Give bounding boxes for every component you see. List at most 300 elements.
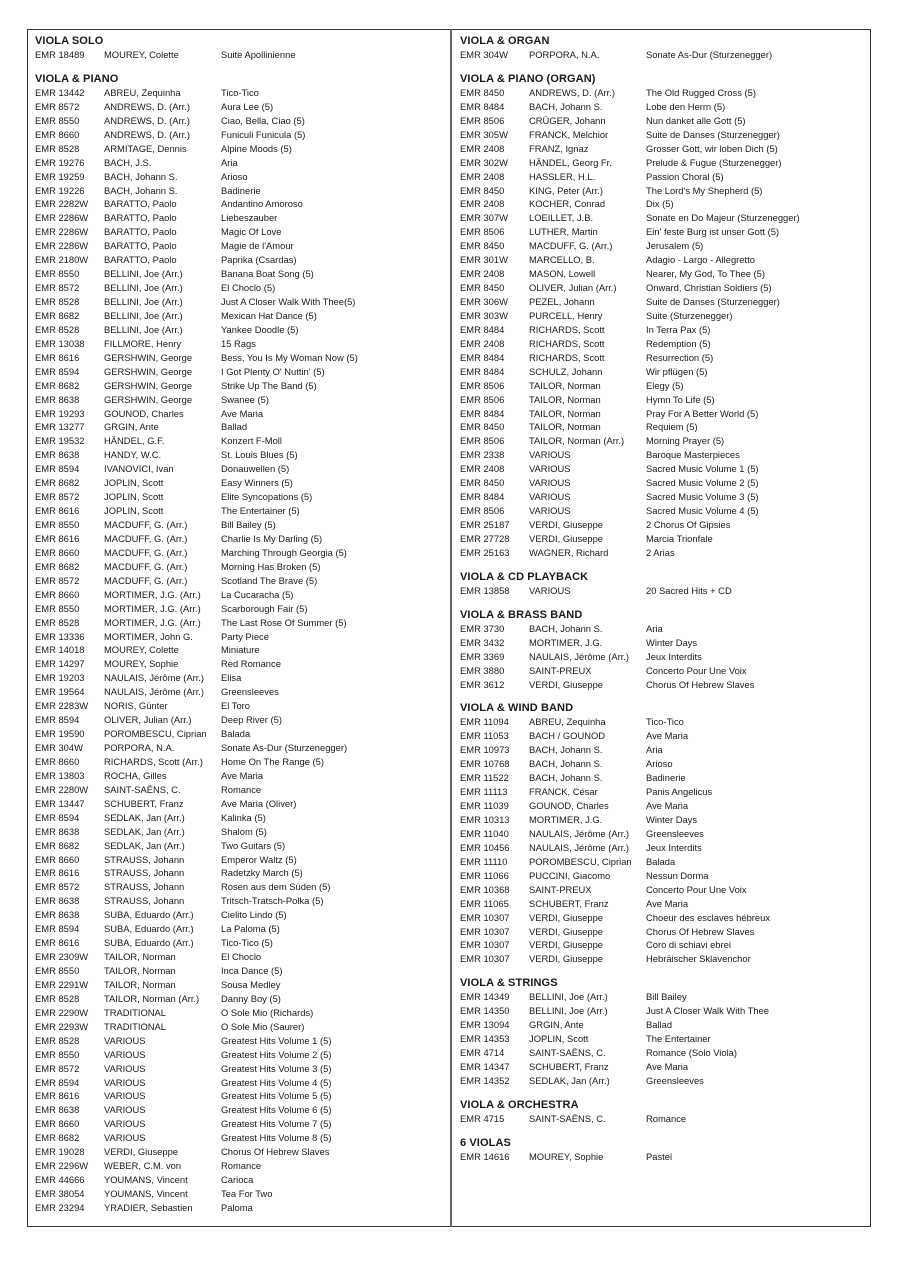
catalog-entry <box>35 866 445 880</box>
catalog-entry <box>35 769 445 783</box>
composer: BELLINI, Joe (Arr.) <box>104 268 183 280</box>
catalog-number: EMR 8450 <box>460 282 505 294</box>
composer: GRGIN, Ante <box>104 421 159 433</box>
piece-title: Shalom (5) <box>221 825 267 837</box>
composer: STRAUSS, Johann <box>104 853 185 865</box>
catalog-entry <box>460 883 865 897</box>
composer: GOUNOD, Charles <box>529 800 609 812</box>
catalog-number: EMR 11113 <box>460 786 508 798</box>
piece-title: The Entertainer <box>646 1033 711 1045</box>
composer: TRADITIONAL <box>104 1006 166 1018</box>
catalog-number: EMR 8682 <box>35 560 80 572</box>
catalog-number: EMR 8506 <box>460 226 505 238</box>
catalog-number: EMR 18489 <box>35 49 85 60</box>
section-heading: VIOLA & CD PLAYBACK <box>460 570 589 583</box>
catalog-entry <box>460 664 865 678</box>
catalog-entry <box>460 142 865 156</box>
piece-title: Balada <box>221 728 251 740</box>
composer: BARATTO, Paolo <box>104 198 177 210</box>
piece-title: Swanee (5) <box>221 393 269 405</box>
piece-title: Ave Maria <box>646 897 689 909</box>
piece-title: Greensleeves <box>221 686 279 698</box>
piece-title: Ciao, Bella, Ciao (5) <box>221 114 305 126</box>
catalog-entry <box>460 184 865 198</box>
catalog-entry <box>35 574 445 588</box>
composer: VERDI, Giuseppe <box>529 939 603 951</box>
composer: SEDLAK, Jan (Arr.) <box>104 825 185 837</box>
composer: MOUREY, Sophie <box>104 658 179 670</box>
catalog-number: EMR 14353 <box>460 1033 510 1045</box>
catalog-number: EMR 8616 <box>35 351 80 363</box>
piece-title: Miniature <box>221 644 260 656</box>
catalog-entry <box>35 825 445 839</box>
catalog-entry <box>35 783 445 797</box>
composer: GOUNOD, Charles <box>104 407 184 419</box>
composer: HANDY, W.C. <box>104 449 162 461</box>
piece-title: Onward, Christian Soldiers (5) <box>646 282 772 294</box>
catalog-number: EMR 19028 <box>35 1146 85 1158</box>
catalog-entry <box>35 630 445 644</box>
catalog-entry <box>460 650 865 664</box>
composer: FRANCK, César <box>529 786 598 798</box>
catalog-number: EMR 2180W <box>35 254 89 266</box>
composer: MACDUFF, G. (Arr.) <box>104 574 188 586</box>
catalog-number: EMR 8638 <box>35 825 80 837</box>
catalog-entry <box>35 797 445 811</box>
catalog-number: EMR 11066 <box>460 869 509 881</box>
composer: MACDUFF, G. (Arr.) <box>104 560 188 572</box>
piece-title: Magie de l'Amour <box>221 240 294 252</box>
catalog-entry <box>460 114 865 128</box>
composer: VARIOUS <box>104 1034 146 1046</box>
composer: STRAUSS, Johann <box>104 895 185 907</box>
piece-title: O Sole Mio (Saurer) <box>221 1020 305 1032</box>
catalog-entry <box>35 727 445 741</box>
catalog-entry <box>460 757 865 771</box>
catalog-entry <box>35 1187 445 1201</box>
piece-title: Easy Winners (5) <box>221 477 293 489</box>
piece-title: Tico-Tico <box>646 716 684 728</box>
catalog-number: EMR 8484 <box>460 323 505 335</box>
catalog-number: EMR 8682 <box>35 839 80 851</box>
catalog-entry <box>35 504 445 518</box>
composer: BACH, Johann S. <box>529 744 603 756</box>
composer: SAINT-PREUX <box>529 664 592 676</box>
composer: VARIOUS <box>529 491 571 503</box>
composer: VARIOUS <box>104 1062 146 1074</box>
composer: BACH, Johann S. <box>104 170 178 182</box>
section-heading: 6 VIOLAS <box>460 1136 511 1149</box>
composer: MORTIMER, J.G. (Arr.) <box>104 602 201 614</box>
piece-title: El Choclo (5) <box>221 282 276 294</box>
catalog-number: EMR 10307 <box>460 925 510 937</box>
piece-title: Scarborough Fair (5) <box>221 602 308 614</box>
catalog-number: EMR 8682 <box>35 379 80 391</box>
piece-title: Ein' feste Burg ist unser Gott (5) <box>646 226 780 238</box>
piece-title: Adagio - Largo - Allegretto <box>646 254 755 266</box>
catalog-entry <box>460 1060 865 1074</box>
composer: STRAUSS, Johann <box>104 867 185 879</box>
catalog-entry <box>35 434 445 448</box>
composer: BARATTO, Paolo <box>104 240 177 252</box>
piece-title: Tritsch-Tratsch-Polka (5) <box>221 895 324 907</box>
composer: CRÜGER, Johann <box>529 114 606 126</box>
composer: JOPLIN, Scott <box>104 505 164 517</box>
composer: FILLMORE, Henry <box>104 337 182 349</box>
composer: SAINT-PREUX <box>529 883 592 895</box>
catalog-entry <box>35 880 445 894</box>
composer: FRANZ, Ignaz <box>529 142 589 154</box>
catalog-entry <box>35 1076 445 1090</box>
catalog-number: EMR 8550 <box>35 519 80 530</box>
catalog-number: EMR 8550 <box>35 268 80 280</box>
catalog-entry <box>460 584 865 598</box>
catalog-entry <box>460 267 865 281</box>
catalog-entry <box>35 602 445 616</box>
catalog-number: EMR 8450 <box>460 477 505 489</box>
catalog-number: EMR 8450 <box>460 86 505 98</box>
catalog-number: EMR 8528 <box>35 992 80 1004</box>
piece-title: Greatest Hits Volume 3 (5) <box>221 1062 332 1074</box>
catalog-number: EMR 19532 <box>35 435 85 447</box>
piece-title: Cielito Lindo (5) <box>221 909 287 921</box>
catalog-entry <box>460 855 865 869</box>
composer: TAILOR, Norman <box>104 951 176 963</box>
catalog-entry <box>460 911 865 925</box>
piece-title: Greatest Hits Volume 1 (5) <box>221 1034 332 1046</box>
piece-title: Hebräischer Sklavenchor <box>646 953 751 965</box>
catalog-number: EMR 38054 <box>35 1188 85 1199</box>
catalog-entry <box>460 295 865 309</box>
catalog-entry <box>460 48 865 62</box>
composer: MORTIMER, J.G. <box>529 814 603 825</box>
catalog-entry <box>460 925 865 939</box>
catalog-number: EMR 8594 <box>35 923 80 935</box>
piece-title: El Choclo <box>221 951 262 963</box>
composer: SAINT-SAËNS, C. <box>529 1112 606 1124</box>
composer: WEBER, C.M. von <box>104 1160 182 1172</box>
catalog-number: EMR 19276 <box>35 156 85 168</box>
catalog-entry <box>460 990 865 1004</box>
catalog-number: EMR 11053 <box>460 730 509 742</box>
piece-title: Jeux Interdits <box>646 650 702 662</box>
catalog-entry <box>460 211 865 225</box>
catalog-entry <box>35 616 445 630</box>
piece-title: Suite Apollinienne <box>221 49 296 60</box>
composer: MORTIMER, J.G. (Arr.) <box>104 588 201 600</box>
composer: VARIOUS <box>529 584 571 596</box>
catalog-entry <box>460 225 865 239</box>
composer: ANDREWS, D. (Arr.) <box>104 100 190 112</box>
piece-title: Pray For A Better World (5) <box>646 407 759 419</box>
catalog-number: EMR 8450 <box>460 421 505 433</box>
piece-title: Resurrection (5) <box>646 351 714 363</box>
catalog-number: EMR 306W <box>460 296 508 307</box>
composer: BELLINI, Joe (Arr.) <box>104 296 183 307</box>
catalog-entry <box>35 894 445 908</box>
catalog-number: EMR 10307 <box>460 953 510 965</box>
catalog-entry <box>35 86 445 100</box>
catalog-entry <box>460 393 865 407</box>
composer: ABREU, Zequinha <box>529 716 606 728</box>
composer: LOEILLET, J.B. <box>529 212 594 224</box>
catalog-entry <box>460 337 865 351</box>
piece-title: Concerto Pour Une Voix <box>646 664 747 676</box>
catalog-number: EMR 3730 <box>460 622 505 634</box>
composer: NAULAIS, Jérôme (Arr.) <box>104 686 205 698</box>
catalog-number: EMR 2338 <box>460 449 505 461</box>
catalog-number: EMR 14352 <box>460 1074 510 1086</box>
piece-title: Home On The Range (5) <box>221 755 325 767</box>
composer: GERSHWIN, George <box>104 393 193 405</box>
catalog-number: EMR 11065 <box>460 897 509 909</box>
piece-title: Baroque Masterpieces <box>646 449 740 461</box>
piece-title: Just A Closer Walk With Thee(5) <box>221 296 356 307</box>
composer: TAILOR, Norman (Arr.) <box>104 992 200 1004</box>
section-viola-and-piano <box>35 72 445 1215</box>
catalog-entry <box>460 518 865 532</box>
catalog-entry <box>460 351 865 365</box>
piece-title: Marcia Trionfale <box>646 532 713 544</box>
composer: ANDREWS, D. (Arr.) <box>104 128 190 140</box>
piece-title: Sacred Music Volume 2 (5) <box>646 477 759 489</box>
catalog-entry <box>460 476 865 490</box>
composer: HÄNDEL, G.F. <box>104 435 165 447</box>
piece-title: La Paloma (5) <box>221 923 280 935</box>
composer: BACH, Johann S. <box>529 100 603 112</box>
composer: VARIOUS <box>529 463 571 475</box>
piece-title: Greensleeves <box>646 827 704 839</box>
catalog-number: EMR 2408 <box>460 337 505 349</box>
catalog-entry <box>460 938 865 952</box>
catalog-number: EMR 11040 <box>460 827 509 839</box>
composer: IVANOVICI, Ivan <box>104 463 174 475</box>
composer: MOUREY, Colette <box>104 644 179 656</box>
piece-title: Nun danket alle Gott (5) <box>646 114 746 126</box>
piece-title: Elisa <box>221 672 242 684</box>
piece-title: The Old Rugged Cross (5) <box>646 86 756 98</box>
catalog-number: EMR 2408 <box>460 198 505 210</box>
composer: NAULAIS, Jérôme (Arr.) <box>529 827 630 839</box>
catalog-entry <box>35 839 445 853</box>
catalog-entry <box>35 588 445 602</box>
composer: TAILOR, Norman <box>529 379 601 391</box>
piece-title: Ave Maria <box>221 769 264 781</box>
piece-title: Konzert F-Moll <box>221 435 282 447</box>
catalog-number: EMR 14297 <box>35 658 85 670</box>
catalog-entry <box>35 1089 445 1103</box>
catalog-entry <box>35 281 445 295</box>
piece-title: Marching Through Georgia (5) <box>221 546 347 558</box>
piece-title: Suite (Sturzenegger) <box>646 309 733 321</box>
composer: VERDI, Giuseppe <box>529 532 603 544</box>
section-gap <box>460 1088 865 1098</box>
piece-title: Deep River (5) <box>221 714 282 726</box>
catalog-entry <box>35 755 445 769</box>
catalog-entry <box>460 636 865 650</box>
piece-title: Rosen aus dem Süden (5) <box>221 881 331 893</box>
catalog-number: EMR 304W <box>460 49 508 60</box>
piece-title: Ballad <box>646 1019 673 1031</box>
catalog-entry <box>460 407 865 421</box>
piece-title: Greatest Hits Volume 6 (5) <box>221 1104 332 1116</box>
piece-title: Andantino Amoroso <box>221 198 303 210</box>
piece-title: El Toro <box>221 700 251 712</box>
piece-title: Ave Maria <box>221 407 264 419</box>
catalog-number: EMR 8572 <box>35 574 80 586</box>
catalog-number: EMR 8660 <box>35 755 80 767</box>
catalog-number: EMR 8550 <box>35 965 80 976</box>
piece-title: Suite de Danses (Sturzenegger) <box>646 296 780 307</box>
catalog-number: EMR 19590 <box>35 728 85 740</box>
catalog-entry <box>460 743 865 757</box>
piece-title: Liebeszauber <box>221 212 278 224</box>
composer: BACH, Johann S. <box>529 772 603 784</box>
piece-title: The Entertainer (5) <box>221 505 300 517</box>
catalog-number: EMR 11039 <box>460 800 509 812</box>
catalog-number: EMR 2286W <box>35 226 89 238</box>
catalog-entry <box>35 128 445 142</box>
catalog-entry <box>460 678 865 692</box>
catalog-entry <box>35 407 445 421</box>
composer: PEZEL, Johann <box>529 296 595 307</box>
catalog-entry <box>35 546 445 560</box>
catalog-number: EMR 2282W <box>35 198 89 210</box>
catalog-number: EMR 8450 <box>460 184 505 196</box>
composer: PORPORA, N.A. <box>104 742 175 753</box>
piece-title: O Sole Mio (Richards) <box>221 1006 314 1018</box>
catalog-entry <box>460 897 865 911</box>
section-gap <box>35 62 445 72</box>
catalog-entry <box>35 225 445 239</box>
catalog-number: EMR 19226 <box>35 184 85 196</box>
section-gap <box>460 62 865 72</box>
catalog-number: EMR 301W <box>460 254 508 266</box>
catalog-entry <box>460 281 865 295</box>
section-gap <box>460 1126 865 1136</box>
catalog-number: EMR 2408 <box>460 268 505 280</box>
catalog-entry <box>35 713 445 727</box>
piece-title: Badinerie <box>221 184 261 196</box>
piece-title: Prelude & Fugue (Sturzenegger) <box>646 156 782 168</box>
section-viola-and-orchestra <box>460 1098 865 1126</box>
piece-title: Strike Up The Band (5) <box>221 379 317 391</box>
catalog-entry <box>460 86 865 100</box>
piece-title: Winter Days <box>646 636 698 648</box>
catalog-number: EMR 8616 <box>35 532 80 544</box>
composer: SUBA, Eduardo (Arr.) <box>104 937 194 949</box>
composer: PUCCINI, Giacomo <box>529 869 611 881</box>
composer: GERSHWIN, George <box>104 351 193 363</box>
catalog-entry <box>460 1112 865 1126</box>
piece-title: 15 Rags <box>221 337 256 349</box>
catalog-entry <box>35 100 445 114</box>
catalog-entry <box>460 365 865 379</box>
catalog-entry <box>460 622 865 636</box>
piece-title: Aria <box>646 744 663 756</box>
section-heading: VIOLA & WIND BAND <box>460 702 574 715</box>
composer: VERDI, Giuseppe <box>529 925 603 937</box>
catalog-number: EMR 304W <box>35 742 83 753</box>
catalog-number: EMR 8572 <box>35 100 80 112</box>
composer: MORTIMER, J.G. <box>529 636 603 648</box>
composer: VARIOUS <box>104 1048 146 1060</box>
catalog-number: EMR 13858 <box>460 584 510 596</box>
piece-title: Romance <box>221 1160 262 1172</box>
catalog-entry <box>35 1006 445 1020</box>
catalog-number: EMR 13442 <box>35 86 85 98</box>
composer: VARIOUS <box>529 505 571 517</box>
composer: HASSLER, H.L. <box>529 170 596 182</box>
composer: VARIOUS <box>104 1090 146 1102</box>
section-heading: VIOLA & PIANO <box>35 72 119 85</box>
catalog-number: EMR 3880 <box>460 664 505 676</box>
section-heading: VIOLA & STRINGS <box>460 977 558 990</box>
catalog-entry <box>460 715 865 729</box>
piece-title: Scotland The Brave (5) <box>221 574 318 586</box>
catalog-entry <box>460 379 865 393</box>
composer: SEDLAK, Jan (Arr.) <box>529 1074 610 1086</box>
piece-title: 20 Sacred Hits + CD <box>646 584 732 596</box>
piece-title: I Got Plenty O' Nuttin' (5) <box>221 365 325 377</box>
catalog-entry <box>35 643 445 657</box>
piece-title: Romance <box>646 1112 687 1124</box>
composer: STRAUSS, Johann <box>104 881 185 893</box>
catalog-number: EMR 8572 <box>35 491 80 503</box>
piece-title: Balada <box>646 855 676 867</box>
composer: VERDI, Giuseppe <box>529 953 603 965</box>
catalog-number: EMR 8550 <box>35 1048 80 1060</box>
catalog-number: EMR 2293W <box>35 1020 89 1032</box>
catalog-entry <box>35 1131 445 1145</box>
composer: VARIOUS <box>529 449 571 461</box>
composer: YOUMANS, Vincent <box>104 1188 188 1199</box>
piece-title: Bill Bailey <box>646 991 687 1003</box>
composer: SEDLAK, Jan (Arr.) <box>104 839 185 851</box>
piece-title: Panis Angelicus <box>646 786 713 798</box>
catalog-number: EMR 13447 <box>35 797 85 809</box>
section-heading: VIOLA & ORGAN <box>460 35 550 47</box>
catalog-number: EMR 8572 <box>35 282 80 294</box>
composer: POROMBESCU, Ciprian <box>104 728 207 740</box>
catalog-number: EMR 2286W <box>35 240 89 252</box>
catalog-number: EMR 10456 <box>460 841 510 853</box>
section-heading: VIOLA & BRASS BAND <box>460 608 583 621</box>
catalog-number: EMR 8506 <box>460 505 505 517</box>
catalog-number: EMR 2291W <box>35 978 89 990</box>
piece-title: Sacred Music Volume 3 (5) <box>646 491 759 503</box>
catalog-entry <box>35 1034 445 1048</box>
catalog-entry <box>35 1020 445 1034</box>
catalog-entry <box>460 813 865 827</box>
piece-title: Bess, You Is My Woman Now (5) <box>221 351 358 363</box>
catalog-number: EMR 8638 <box>35 449 80 461</box>
piece-title: Pastel <box>646 1150 673 1162</box>
catalog-entry <box>35 853 445 867</box>
catalog-entry <box>35 351 445 365</box>
piece-title: Magic Of Love <box>221 226 282 238</box>
composer: RICHARDS, Scott <box>529 351 605 363</box>
catalog-number: EMR 8638 <box>35 1104 80 1116</box>
catalog-entry <box>35 476 445 490</box>
composer: MACDUFF, G. (Arr.) <box>529 240 613 252</box>
composer: VARIOUS <box>104 1076 146 1088</box>
piece-title: Mexican Hat Dance (5) <box>221 309 317 321</box>
piece-title: Requiem (5) <box>646 421 698 433</box>
catalog-entry <box>35 657 445 671</box>
composer: BACH / GOUNOD <box>529 730 606 742</box>
piece-title: Just A Closer Walk With Thee <box>646 1005 769 1017</box>
